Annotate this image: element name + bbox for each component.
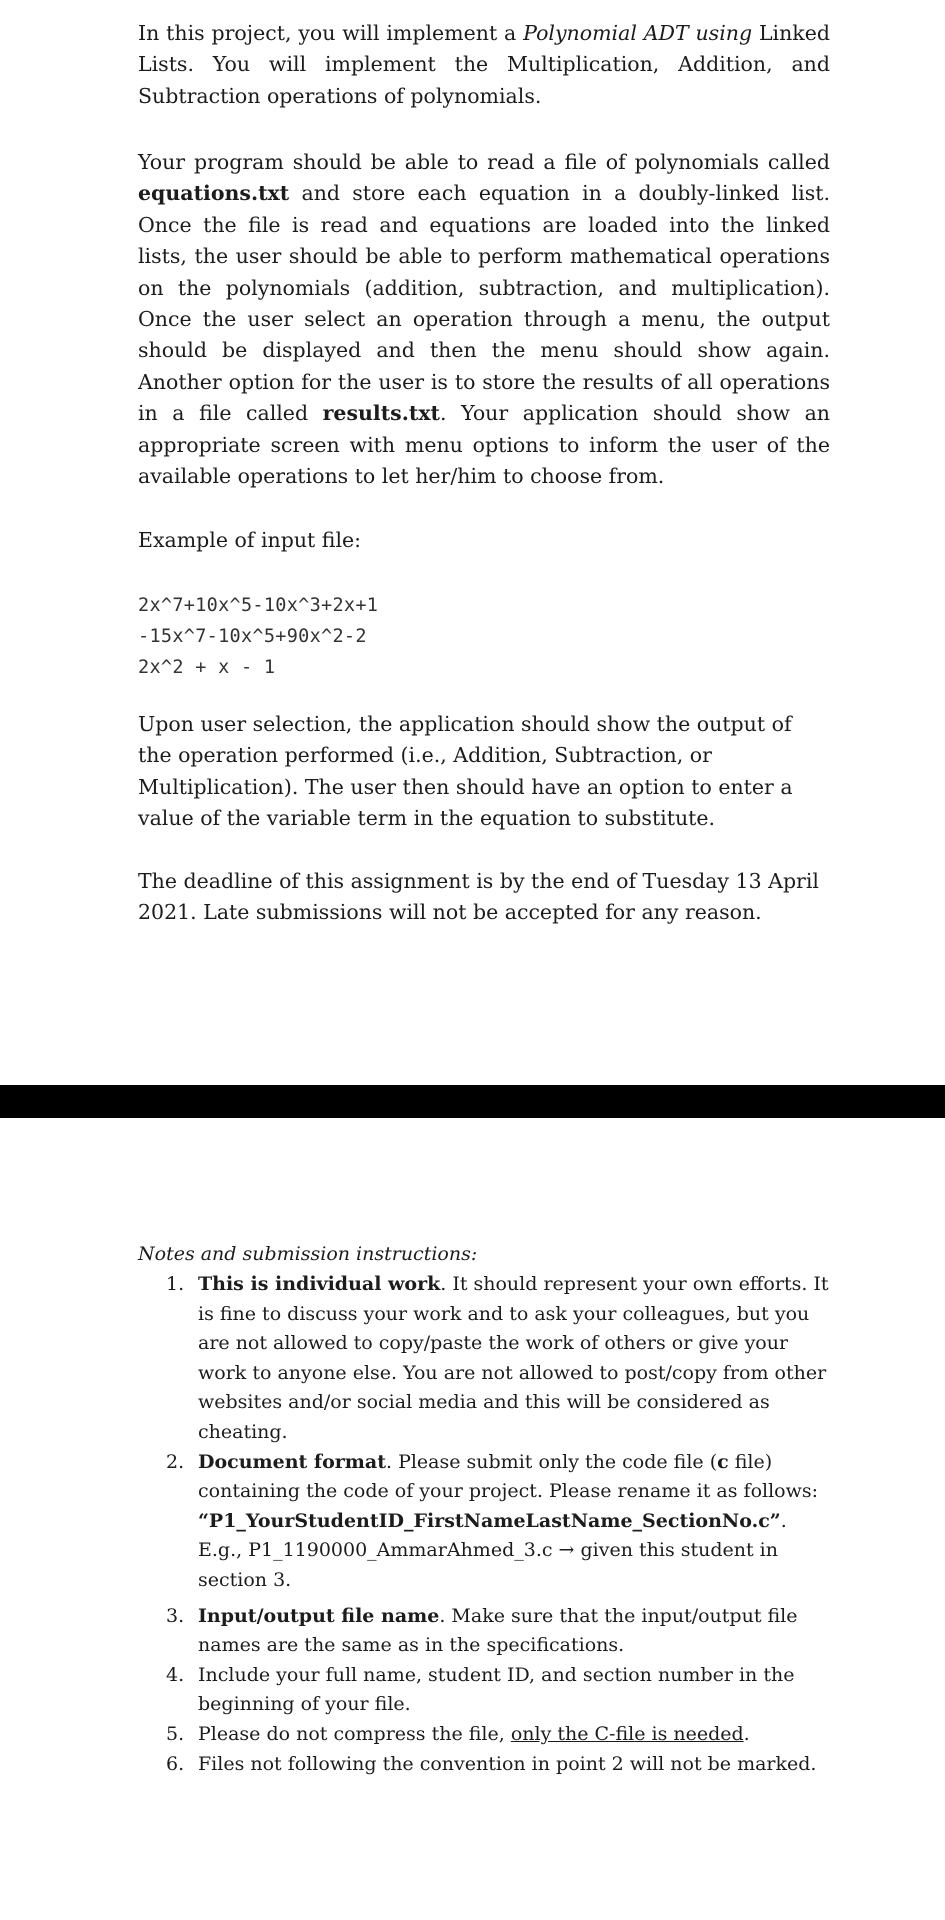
note-item bbox=[166, 1270, 838, 1448]
note-bold: Input/output file name bbox=[198, 1604, 440, 1627]
program-text-end: . Your application should show an appropriate screen with menu options to inform the user of the available operations to let her/him to choose from. bbox=[138, 401, 830, 489]
note-text: . bbox=[743, 1722, 750, 1745]
example-line: 2x^2 + x - 1 bbox=[138, 657, 276, 678]
selection-paragraph: Upon user selection, the application should show the output of the operation performed (i.e., Addition, Subtraction, or Multiplication). The user then should have an option to enter a value of the variable term in the equation to substitute. bbox=[138, 712, 793, 831]
equations-filename: equations.txt bbox=[138, 181, 290, 206]
note-item bbox=[166, 1750, 838, 1780]
note-text: Include your full name, student ID, and section number in the beginning of your file. bbox=[198, 1663, 795, 1716]
note-number: 1. bbox=[166, 1273, 185, 1295]
note-number: 3. bbox=[166, 1604, 185, 1627]
results-filename: results.txt bbox=[322, 401, 441, 426]
note-text: file) containing the code of your project. Please rename it as follows: bbox=[198, 1450, 819, 1503]
intro-emphasis: Polynomial ADT using bbox=[523, 21, 753, 45]
note-number: 5. bbox=[166, 1722, 185, 1745]
note-text: . Make sure that the input/output file names are the same as in the specifications. bbox=[198, 1604, 798, 1657]
example-line: 2x^7+10x^5-10x^3+2x+1 bbox=[138, 595, 379, 616]
note-number: 6. bbox=[166, 1752, 185, 1775]
note-number: 2. bbox=[166, 1450, 185, 1473]
program-text-middle: and store each equation in a doubly-linked list. Once the file is read and equations are loaded into the linked lists, the user should be able to perform mathematical operations on the polynomials (addition, subtraction, and multiplication). Once the user select an operation through a menu, the output should be displayed and then the menu should show again. Another option for the user is to store the results of all operations in a file called bbox=[138, 181, 830, 426]
page-separator-band bbox=[0, 1085, 945, 1118]
note-underline: only the C-file is needed bbox=[510, 1722, 744, 1745]
note-text: Files not following the convention in point 2 will not be marked. bbox=[198, 1752, 817, 1775]
intro-text-end: Linked Lists. You will implement the Multiplication, Addition, and Subtraction operations of polynomials. bbox=[138, 21, 830, 108]
note-item bbox=[166, 1661, 838, 1720]
intro-text: In this project, you will implement a bbox=[138, 21, 524, 45]
note-item bbox=[166, 1448, 838, 1596]
note-item bbox=[166, 1720, 838, 1750]
filename-example: E.g., P1_1190000_AmmarAhmed_3.c → given this student in section 3. bbox=[198, 1539, 778, 1591]
example-code-block bbox=[138, 590, 378, 683]
note-text: . It should represent your own efforts. It is fine to discuss your work and to ask your colleagues, but you are not allowed to copy/paste the work of others or give your work to anyone else. You are not allowed to post/copy from other websites and/or social media and this will be considered as cheating. bbox=[198, 1273, 829, 1443]
deadline-paragraph: The deadline of this assignment is by the end of Tuesday 13 April 2021. Late submissions will not be accepted for any reason. bbox=[138, 869, 819, 925]
notes-title: Notes and submission instructions: bbox=[138, 1243, 478, 1265]
note-bold: Document format bbox=[198, 1450, 386, 1473]
note-item bbox=[166, 1602, 838, 1661]
note-bold-c: c bbox=[717, 1450, 729, 1473]
note-text: . Please submit only the code file ( bbox=[385, 1450, 718, 1473]
note-text: . bbox=[780, 1509, 787, 1532]
program-paragraph bbox=[138, 147, 830, 492]
program-text: Your program should be able to read a file of polynomials called bbox=[138, 150, 830, 174]
example-line: -15x^7-10x^5+90x^2-2 bbox=[138, 626, 367, 647]
note-number: 4. bbox=[166, 1663, 185, 1686]
note-bold: This is individual work bbox=[198, 1273, 441, 1295]
notes-list bbox=[166, 1270, 838, 1779]
intro-paragraph bbox=[138, 18, 830, 112]
filename-convention: “P1_YourStudentID_FirstNameLastName_SectionNo.c” bbox=[198, 1509, 781, 1532]
note-text: Please do not compress the file, bbox=[198, 1722, 511, 1745]
example-heading: Example of input file: bbox=[138, 528, 362, 552]
